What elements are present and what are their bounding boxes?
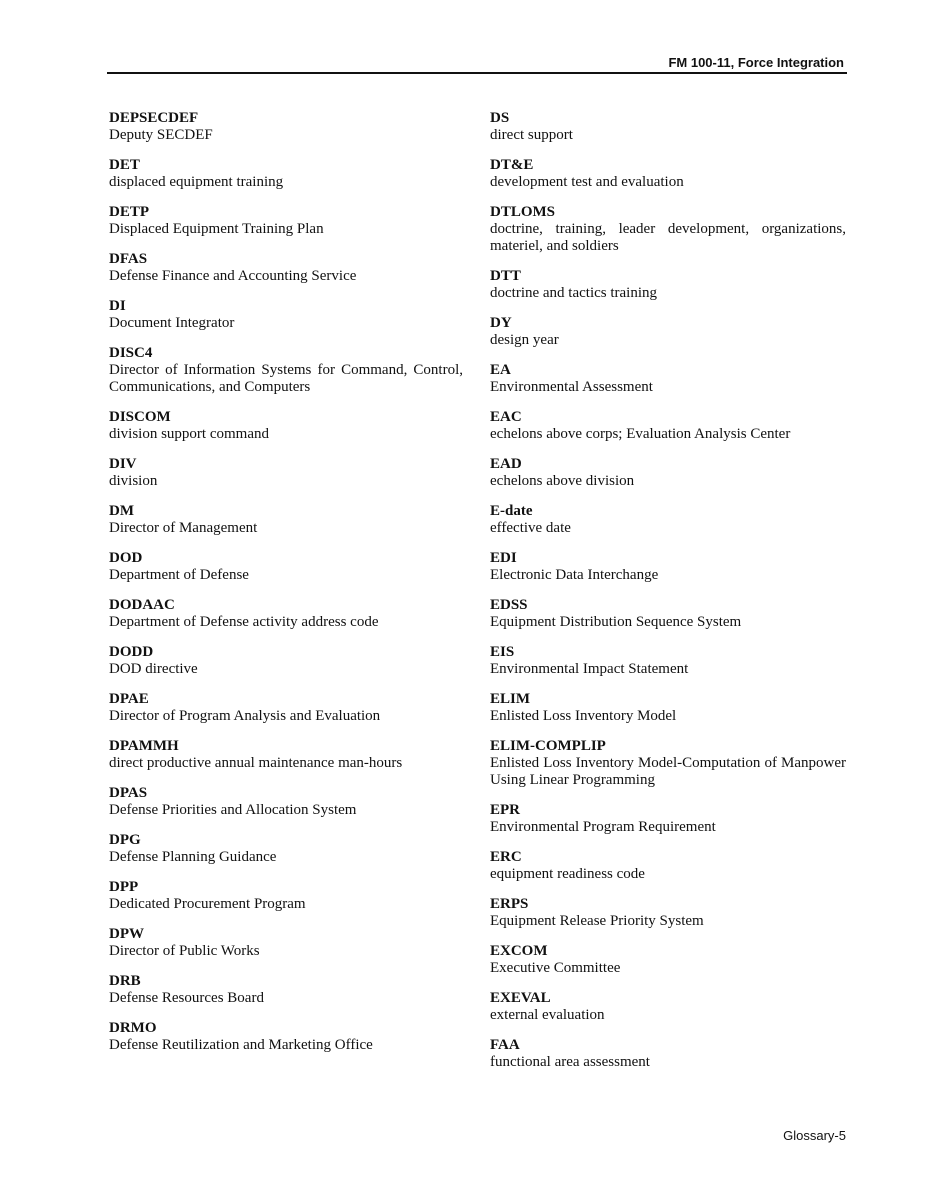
glossary-definition: external evaluation <box>490 1007 605 1023</box>
glossary-definition: Executive Committee <box>490 960 621 976</box>
glossary-entry <box>109 879 463 913</box>
glossary-definition: Enlisted Loss Inventory Model <box>490 708 677 724</box>
glossary-entry <box>490 157 846 191</box>
glossary-term: DTT <box>490 268 521 284</box>
page-number: Glossary-5 <box>783 1128 846 1143</box>
glossary-entry <box>109 926 463 960</box>
glossary-entry <box>109 298 463 332</box>
glossary-term: DM <box>109 503 134 519</box>
glossary-column-left <box>109 110 463 1067</box>
glossary-term: ELIM <box>490 691 531 707</box>
glossary-term: FAA <box>490 1037 520 1053</box>
glossary-definition: doctrine, training, leader development, organizations, materiel, and soldiers <box>490 221 846 254</box>
glossary-entry <box>490 362 846 396</box>
glossary-entry <box>109 345 463 396</box>
glossary-definition: echelons above corps; Evaluation Analysis Center <box>490 426 791 442</box>
glossary-entry <box>109 738 463 772</box>
glossary-definition: Defense Finance and Accounting Service <box>109 268 357 284</box>
glossary-term: DODAAC <box>109 597 175 613</box>
glossary-term: DISCOM <box>109 409 171 425</box>
glossary-entry <box>109 204 463 238</box>
glossary-term: DET <box>109 157 140 173</box>
glossary-definition: Equipment Distribution Sequence System <box>490 614 742 630</box>
glossary-entry <box>109 550 463 584</box>
glossary-entry <box>109 644 463 678</box>
glossary-term: DT&E <box>490 157 534 173</box>
glossary-entry <box>490 990 846 1024</box>
glossary-definition: design year <box>490 332 559 348</box>
glossary-entry <box>490 849 846 883</box>
glossary-definition: Equipment Release Priority System <box>490 913 704 929</box>
glossary-entry <box>109 832 463 866</box>
glossary-term: DFAS <box>109 251 148 267</box>
glossary-term: DPAMMH <box>109 738 179 754</box>
glossary-definition: Environmental Impact Statement <box>490 661 689 677</box>
glossary-definition: Deputy SECDEF <box>109 127 213 143</box>
glossary-entry <box>109 1020 463 1054</box>
glossary-entry <box>490 943 846 977</box>
glossary-term: DRMO <box>109 1020 157 1036</box>
glossary-entry <box>490 409 846 443</box>
glossary-term: ELIM-COMPLIP <box>490 738 606 754</box>
glossary-term: DPG <box>109 832 141 848</box>
glossary-entry <box>109 251 463 285</box>
glossary-definition: Department of Defense activity address code <box>109 614 379 630</box>
glossary-term: DPP <box>109 879 139 895</box>
glossary-entry <box>490 896 846 930</box>
glossary-definition: Director of Management <box>109 520 258 536</box>
glossary-entry <box>490 315 846 349</box>
glossary-entry <box>490 644 846 678</box>
glossary-definition: Defense Planning Guidance <box>109 849 277 865</box>
glossary-entry <box>490 503 846 537</box>
glossary-term: EPR <box>490 802 520 818</box>
glossary-definition: displaced equipment training <box>109 174 284 190</box>
glossary-entry <box>109 456 463 490</box>
header-rule <box>107 72 847 74</box>
glossary-term: DIV <box>109 456 137 472</box>
glossary-entry <box>490 550 846 584</box>
glossary-entry <box>490 204 846 255</box>
glossary-definition: division <box>109 473 158 489</box>
glossary-entry <box>490 597 846 631</box>
glossary-term: ERC <box>490 849 522 865</box>
glossary-definition: Director of Program Analysis and Evaluation <box>109 708 381 724</box>
glossary-term: DPW <box>109 926 144 942</box>
glossary-term: EDI <box>490 550 517 566</box>
glossary-entry <box>490 691 846 725</box>
glossary-definition: Enlisted Loss Inventory Model-Computation of Manpower Using Linear Programming <box>490 755 846 788</box>
glossary-definition: Department of Defense <box>109 567 249 583</box>
glossary-term: EXCOM <box>490 943 548 959</box>
glossary-definition: Environmental Program Requirement <box>490 819 716 835</box>
glossary-definition: Director of Public Works <box>109 943 260 959</box>
glossary-definition: Director of Information Systems for Command, Control, Communications, and Computers <box>109 362 463 395</box>
glossary-term: EXEVAL <box>490 990 551 1006</box>
glossary-definition: functional area assessment <box>490 1054 650 1070</box>
page-header-title: FM 100-11, Force Integration <box>668 55 844 70</box>
glossary-definition: Displaced Equipment Training Plan <box>109 221 324 237</box>
glossary-definition: direct productive annual maintenance man-hours <box>109 755 403 771</box>
glossary-definition: Dedicated Procurement Program <box>109 896 306 912</box>
glossary-term: E-date <box>490 503 533 519</box>
glossary-entry <box>109 973 463 1007</box>
glossary-term: DPAE <box>109 691 149 707</box>
glossary-entry <box>109 785 463 819</box>
glossary-term: ERPS <box>490 896 529 912</box>
glossary-entry <box>490 802 846 836</box>
glossary-term: EAD <box>490 456 522 472</box>
glossary-term: DI <box>109 298 126 314</box>
glossary-definition: echelons above division <box>490 473 635 489</box>
glossary-term: DEPSECDEF <box>109 110 199 126</box>
glossary-definition: Defense Reutilization and Marketing Office <box>109 1037 373 1053</box>
glossary-entry <box>109 110 463 144</box>
glossary-term: DS <box>490 110 510 126</box>
glossary-entry <box>109 597 463 631</box>
glossary-entry <box>490 738 846 789</box>
glossary-entry <box>109 157 463 191</box>
glossary-definition: Defense Resources Board <box>109 990 264 1006</box>
glossary-entry <box>109 503 463 537</box>
glossary-entry <box>490 456 846 490</box>
glossary-definition: Environmental Assessment <box>490 379 653 395</box>
glossary-term: DODD <box>109 644 154 660</box>
glossary-term: EAC <box>490 409 522 425</box>
glossary-entry <box>109 691 463 725</box>
glossary-definition: equipment readiness code <box>490 866 645 882</box>
glossary-definition: effective date <box>490 520 571 536</box>
glossary-definition: Defense Priorities and Allocation System <box>109 802 357 818</box>
glossary-term: EIS <box>490 644 515 660</box>
glossary-term: EDSS <box>490 597 528 613</box>
glossary-term: DOD <box>109 550 143 566</box>
glossary-term: EA <box>490 362 511 378</box>
glossary-term: DETP <box>109 204 150 220</box>
glossary-definition: development test and evaluation <box>490 174 684 190</box>
glossary-definition: doctrine and tactics training <box>490 285 658 301</box>
glossary-entry <box>490 110 846 144</box>
glossary-term: DRB <box>109 973 141 989</box>
glossary-entry <box>490 268 846 302</box>
glossary-entry <box>490 1037 846 1071</box>
glossary-term: DPAS <box>109 785 148 801</box>
glossary-term: DY <box>490 315 512 331</box>
glossary-term: DISC4 <box>109 345 153 361</box>
glossary-definition: division support command <box>109 426 269 442</box>
glossary-column-right <box>490 110 846 1084</box>
glossary-definition: direct support <box>490 127 573 143</box>
glossary-term: DTLOMS <box>490 204 556 220</box>
glossary-definition: DOD directive <box>109 661 198 677</box>
glossary-definition: Electronic Data Interchange <box>490 567 659 583</box>
glossary-entry <box>109 409 463 443</box>
glossary-definition: Document Integrator <box>109 315 235 331</box>
